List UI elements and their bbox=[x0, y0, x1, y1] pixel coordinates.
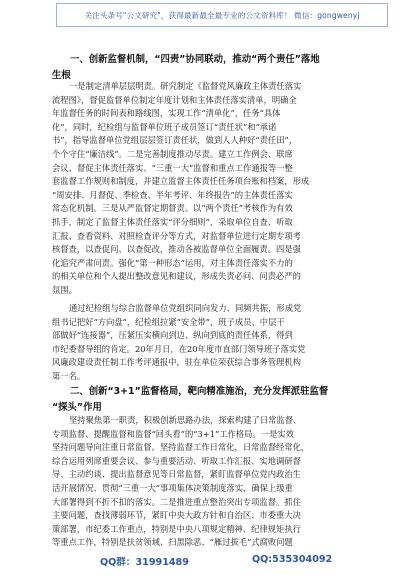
paragraph bbox=[52, 80, 370, 298]
paragraph-line: 抓手，制定了监督主体责任落实“评分细则”，采取单位自查、听取 bbox=[52, 216, 293, 227]
paragraph bbox=[52, 302, 370, 384]
paragraph-line: 通过纪检组与综合监督单位党组织同向发力、同频共振，形成党 bbox=[69, 303, 302, 313]
section-heading-line: “探头”作用 bbox=[52, 402, 102, 413]
paragraph-line: 氛围。 bbox=[52, 284, 77, 295]
paragraph-line: 大部署得到不折不扣的落实。二是推进重点整治突出专项监督。抓住 bbox=[52, 496, 301, 507]
header-banner bbox=[56, 3, 388, 27]
paragraph-line: 一是制定清单层层明责。研究制定《监督党风廉政主体责任落实 bbox=[69, 81, 302, 91]
section-heading-line: 生根 bbox=[52, 70, 71, 81]
paragraph-line: 汇报、查看资料、对照检查评分等方式，对监督单位进行定期专项考 bbox=[52, 230, 301, 241]
footer-qq-group: QQ群：31991489 bbox=[100, 557, 189, 568]
paragraph-line: 套监督工作规则和制度，并建立监督主体责任任务项台账和档案，形成 bbox=[52, 176, 310, 187]
section-heading-line: 二、创新“3+1”监督格局，靶向精准施治，充分发挥派驻监督 bbox=[70, 386, 329, 397]
paragraph-line: 的相关单位和个人提出整改意见和建议，形成失责必问、问责必严的 bbox=[52, 271, 301, 282]
paragraph bbox=[52, 414, 370, 550]
paragraph-line: 导、主动约谈、提出监督意见等日常监督，紧盯监督单位党内政治生 bbox=[52, 469, 301, 480]
footer bbox=[0, 548, 408, 574]
paragraph-line: 第一名。 bbox=[52, 370, 86, 381]
paragraph-line: 化”，同时，纪检组与监督单位班子成员签订“责任状”和“承诺 bbox=[52, 121, 277, 132]
paragraph-line: 风廉政建设责任制工作考评通报中，驻在单位荣获综合事务管理机构 bbox=[52, 357, 301, 368]
paragraph-line: 常态化机制。三是从严监督定期督责。以“两个责任”考核作为有效 bbox=[52, 203, 293, 214]
paragraph-line: 主要问题，查找薄弱环节，紧盯中央大政方针和自治区、市委重大决 bbox=[52, 510, 301, 521]
paragraph-line: 市纪委督导组的肯定。20年月日，在20年度市直部门领导班子落实党 bbox=[52, 343, 306, 354]
paragraph-line: 综合运用列席重要会议、参与重要活动、听取工作汇报、实地调研督 bbox=[52, 455, 301, 466]
paragraph-line: 个个守住“廉洁线”。二是完善制度推动尽责。建立工作例会、联席 bbox=[52, 148, 293, 159]
paragraph-line: 等重点工作，特别是扶贫领域、扫黑除恶、“雁过拔毛”式腐败问题 bbox=[52, 537, 293, 548]
paragraph-line: 流程图》，督促监督单位制定年度计划和主体责任落实清单，明确全 bbox=[52, 94, 297, 105]
section-heading bbox=[52, 384, 372, 416]
paragraph-line: 活开展情况、贯彻“三重一大”事项集体决策制度落实，确保上级重 bbox=[52, 482, 293, 493]
paragraph-line: 策部署，市纪委工作重点，特别是中央八项规定精神、纪律规矩执行 bbox=[52, 523, 301, 534]
paragraph-line: 化追究严肃问责。强化“第一种形态”运用，对主体责任落实不力的 bbox=[52, 257, 293, 268]
paragraph-line: “周安排、月督促、季检查、半年考评、年终报告”的主体责任落实 bbox=[52, 189, 293, 200]
paragraph-line: 核督查，以查促问、以查促改，推动各被监督单位全面履责。四是强 bbox=[52, 244, 301, 255]
paragraph-line: 组书记把好“方向盘”，纪检组拉紧“安全带”，班子成员、中层干 bbox=[52, 316, 285, 327]
paragraph-line: 部做好“连接器”，压紧压实横向到边、纵向到底的责任体系，得到 bbox=[52, 330, 293, 341]
paragraph-line: 坚持聚焦第一职责，积极创新思路办法，探索构建了日常监督、 bbox=[69, 415, 302, 425]
paragraph-line: 专项监督、提醒监督和监督“回头看”的“3+1”工作格局。一是实效 bbox=[52, 428, 294, 439]
paragraph-line: 会议、督促主体责任落实、“三重一大”监督和重点工作通报等一整 bbox=[52, 162, 293, 173]
footer-qq-contact: QQ:535304092 bbox=[252, 554, 333, 565]
paragraph-line: 坚持问题导向注重日常监督。坚持监督工作日常化，日常监督经常化， bbox=[52, 442, 310, 453]
paragraph-line: 年监督任务的时间表和路线图，实现工作“清单化”，任务“具体 bbox=[52, 108, 281, 119]
section-heading-line: 一、创新监督机制，“四责”协同联动，推动“两个责任”落地 bbox=[70, 54, 320, 65]
header-banner-text: 关注头条号"公文研究"，获得最新最全最专业的公文资料库！ 微信：gongwenyj bbox=[84, 10, 360, 20]
paragraph-line: 书”，指导监督单位党组层层签订责任状，做到人人种好“责任田”， bbox=[52, 135, 298, 146]
